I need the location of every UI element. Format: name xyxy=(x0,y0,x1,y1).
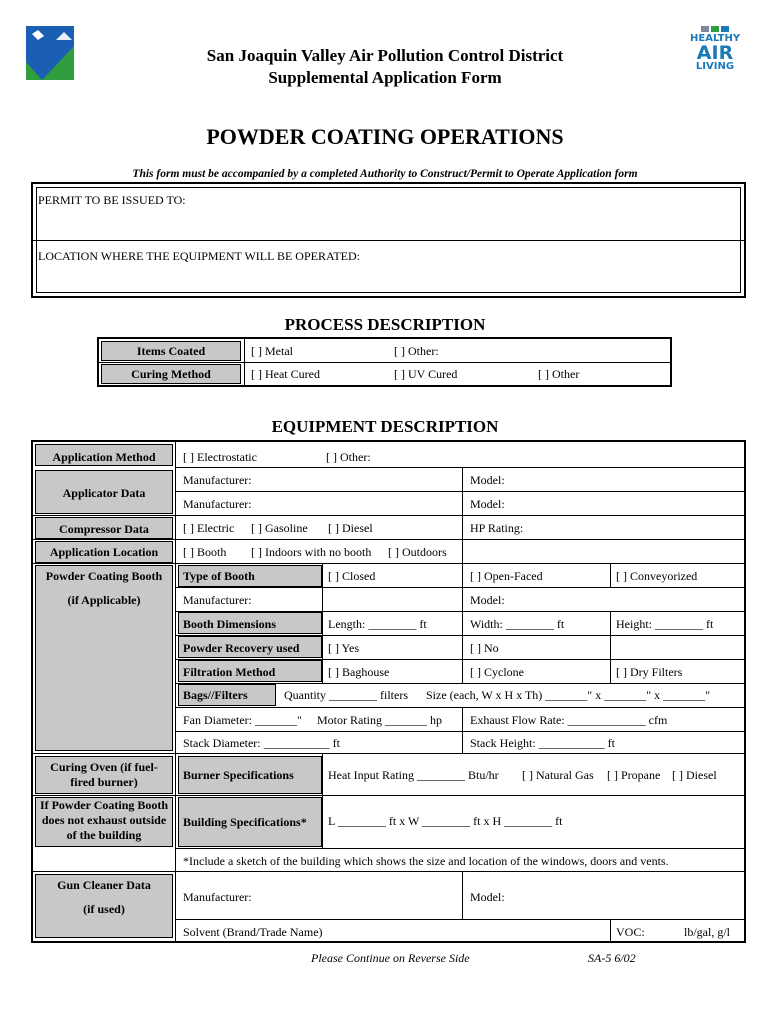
curing-oven-label: Curing Oven (if fuel-fired burner) xyxy=(50,760,158,789)
location-label: LOCATION WHERE THE EQUIPMENT WILL BE OPERATED: xyxy=(38,249,360,263)
motor-rating-field[interactable]: Motor Rating _______ hp xyxy=(317,713,442,727)
conveyorized-checkbox[interactable]: [ ] Conveyorized xyxy=(616,569,698,583)
applicator-data-label: Applicator Data xyxy=(62,486,146,500)
oven-diesel-checkbox[interactable]: [ ] Diesel xyxy=(672,768,717,782)
gasoline-checkbox[interactable]: [ ] Gasoline xyxy=(251,521,308,535)
closed-checkbox[interactable]: [ ] Closed xyxy=(328,569,376,583)
permit-issued-to-field[interactable] xyxy=(210,192,730,208)
continue-note: Please Continue on Reverse Side xyxy=(311,951,470,965)
diesel-checkbox[interactable]: [ ] Diesel xyxy=(328,521,373,535)
recovery-no-checkbox[interactable]: [ ] No xyxy=(470,641,499,655)
cyclone-checkbox[interactable]: [ ] Cyclone xyxy=(470,665,524,679)
application-location-label: Application Location xyxy=(49,545,159,559)
booth-model-field[interactable]: Model: xyxy=(470,593,505,607)
items-coated-label: Items Coated xyxy=(136,344,206,358)
gun-cleaner-model-field[interactable]: Model: xyxy=(470,890,505,904)
fan-diameter-field[interactable]: Fan Diameter: _______" xyxy=(183,713,302,727)
booth-manufacturer-field[interactable]: Manufacturer: xyxy=(183,593,252,607)
outdoors-checkbox[interactable]: [ ] Outdoors xyxy=(388,545,447,559)
gun-cleaner-label: Gun Cleaner Data xyxy=(57,878,151,892)
indoors-checkbox[interactable]: [ ] Indoors with no booth xyxy=(251,545,372,559)
booth-dimensions-label: Booth Dimensions xyxy=(183,617,277,631)
heat-input-field[interactable]: Heat Input Rating ________ Btu/hr xyxy=(328,768,499,782)
applicator-manufacturer-1[interactable]: Manufacturer: xyxy=(183,473,252,487)
building-specs-label: Building Specifications* xyxy=(183,815,307,829)
heat-cured-checkbox[interactable]: [ ] Heat Cured xyxy=(251,367,320,381)
width-field[interactable]: Width: ________ ft xyxy=(470,617,565,631)
size-field[interactable]: Size (each, W x H x Th) _______" x _______" x _______" xyxy=(426,688,710,702)
uv-cured-checkbox[interactable]: [ ] UV Cured xyxy=(394,367,458,381)
stack-diameter-field[interactable]: Stack Diameter: ___________ ft xyxy=(183,736,340,750)
logo-air-text: AIR xyxy=(696,42,734,64)
compressor-data-label: Compressor Data xyxy=(59,522,149,536)
no-exhaust-label: If Powder Coating Booth does not exhaust outside of the building xyxy=(39,798,169,842)
powder-booth-label: Powder Coating Booth xyxy=(45,569,163,583)
voc-field[interactable]: VOC: xyxy=(616,925,645,939)
if-applicable-label: (if Applicable) xyxy=(67,593,141,607)
permit-issued-to-label: PERMIT TO BE ISSUED TO: xyxy=(38,193,186,207)
open-faced-checkbox[interactable]: [ ] Open-Faced xyxy=(470,569,543,583)
powder-recovery-label: Powder Recovery used xyxy=(183,641,300,655)
applicator-model-1[interactable]: Model: xyxy=(470,473,505,487)
bags-filters-label: Bags//Filters xyxy=(183,688,248,702)
dry-filters-checkbox[interactable]: [ ] Dry Filters xyxy=(616,665,683,679)
applicator-model-2[interactable]: Model: xyxy=(470,497,505,511)
hp-rating-field[interactable]: HP Rating: xyxy=(470,521,524,535)
voc-units-label: lb/gal, g/l xyxy=(684,925,730,939)
if-used-label: (if used) xyxy=(83,902,125,916)
logo-living-text: LIVING xyxy=(695,61,735,72)
booth-checkbox[interactable]: [ ] Booth xyxy=(183,545,227,559)
stack-height-field[interactable]: Stack Height: ___________ ft xyxy=(470,736,615,750)
quantity-field[interactable]: Quantity ________ filters xyxy=(284,688,408,702)
type-of-booth-label: Type of Booth xyxy=(183,569,255,583)
applicator-manufacturer-2[interactable]: Manufacturer: xyxy=(183,497,252,511)
equipment-section-title: EQUIPMENT DESCRIPTION xyxy=(271,417,499,436)
items-other-checkbox[interactable]: [ ] Other: xyxy=(394,344,439,358)
exhaust-flow-field[interactable]: Exhaust Flow Rate: _____________ cfm xyxy=(470,713,668,727)
app-other-checkbox[interactable]: [ ] Other: xyxy=(326,450,371,464)
form-type: Supplemental Application Form xyxy=(268,68,502,87)
application-method-label: Application Method xyxy=(52,450,156,464)
location-field[interactable] xyxy=(380,248,730,264)
baghouse-checkbox[interactable]: [ ] Baghouse xyxy=(328,665,390,679)
electrostatic-checkbox[interactable]: [ ] Electrostatic xyxy=(183,450,257,464)
district-name: San Joaquin Valley Air Pollution Control District xyxy=(206,46,564,65)
gun-cleaner-manufacturer-field[interactable]: Manufacturer: xyxy=(183,890,252,904)
electric-checkbox[interactable]: [ ] Electric xyxy=(183,521,235,535)
process-section-title: PROCESS DESCRIPTION xyxy=(284,315,486,334)
logo-healthy-text: HEALTHY xyxy=(690,33,741,44)
form-id: SA-5 6/02 xyxy=(588,951,636,965)
filtration-method-label: Filtration Method xyxy=(183,665,276,679)
page-title: POWDER COATING OPERATIONS xyxy=(206,124,564,149)
propane-checkbox[interactable]: [ ] Propane xyxy=(607,768,661,782)
recovery-yes-checkbox[interactable]: [ ] Yes xyxy=(328,641,360,655)
length-field[interactable]: Length: ________ ft xyxy=(328,617,427,631)
curing-method-label: Curing Method xyxy=(131,367,211,381)
form-note: This form must be accompanied by a completed Authority to Construct/Permit to Operate Application form xyxy=(132,168,638,180)
building-lwh-field[interactable]: L ________ ft x W ________ ft x H ________ ft xyxy=(328,814,563,828)
sketch-note: *Include a sketch of the building which shows the size and location of the windows, doors and vents. xyxy=(183,854,669,868)
metal-checkbox[interactable]: [ ] Metal xyxy=(251,344,293,358)
natural-gas-checkbox[interactable]: [ ] Natural Gas xyxy=(522,768,594,782)
height-field[interactable]: Height: ________ ft xyxy=(616,617,714,631)
curing-other-checkbox[interactable]: [ ] Other xyxy=(538,367,580,381)
solvent-field[interactable]: Solvent (Brand/Trade Name) xyxy=(183,925,323,939)
burner-specs-label: Burner Specifications xyxy=(183,768,294,782)
